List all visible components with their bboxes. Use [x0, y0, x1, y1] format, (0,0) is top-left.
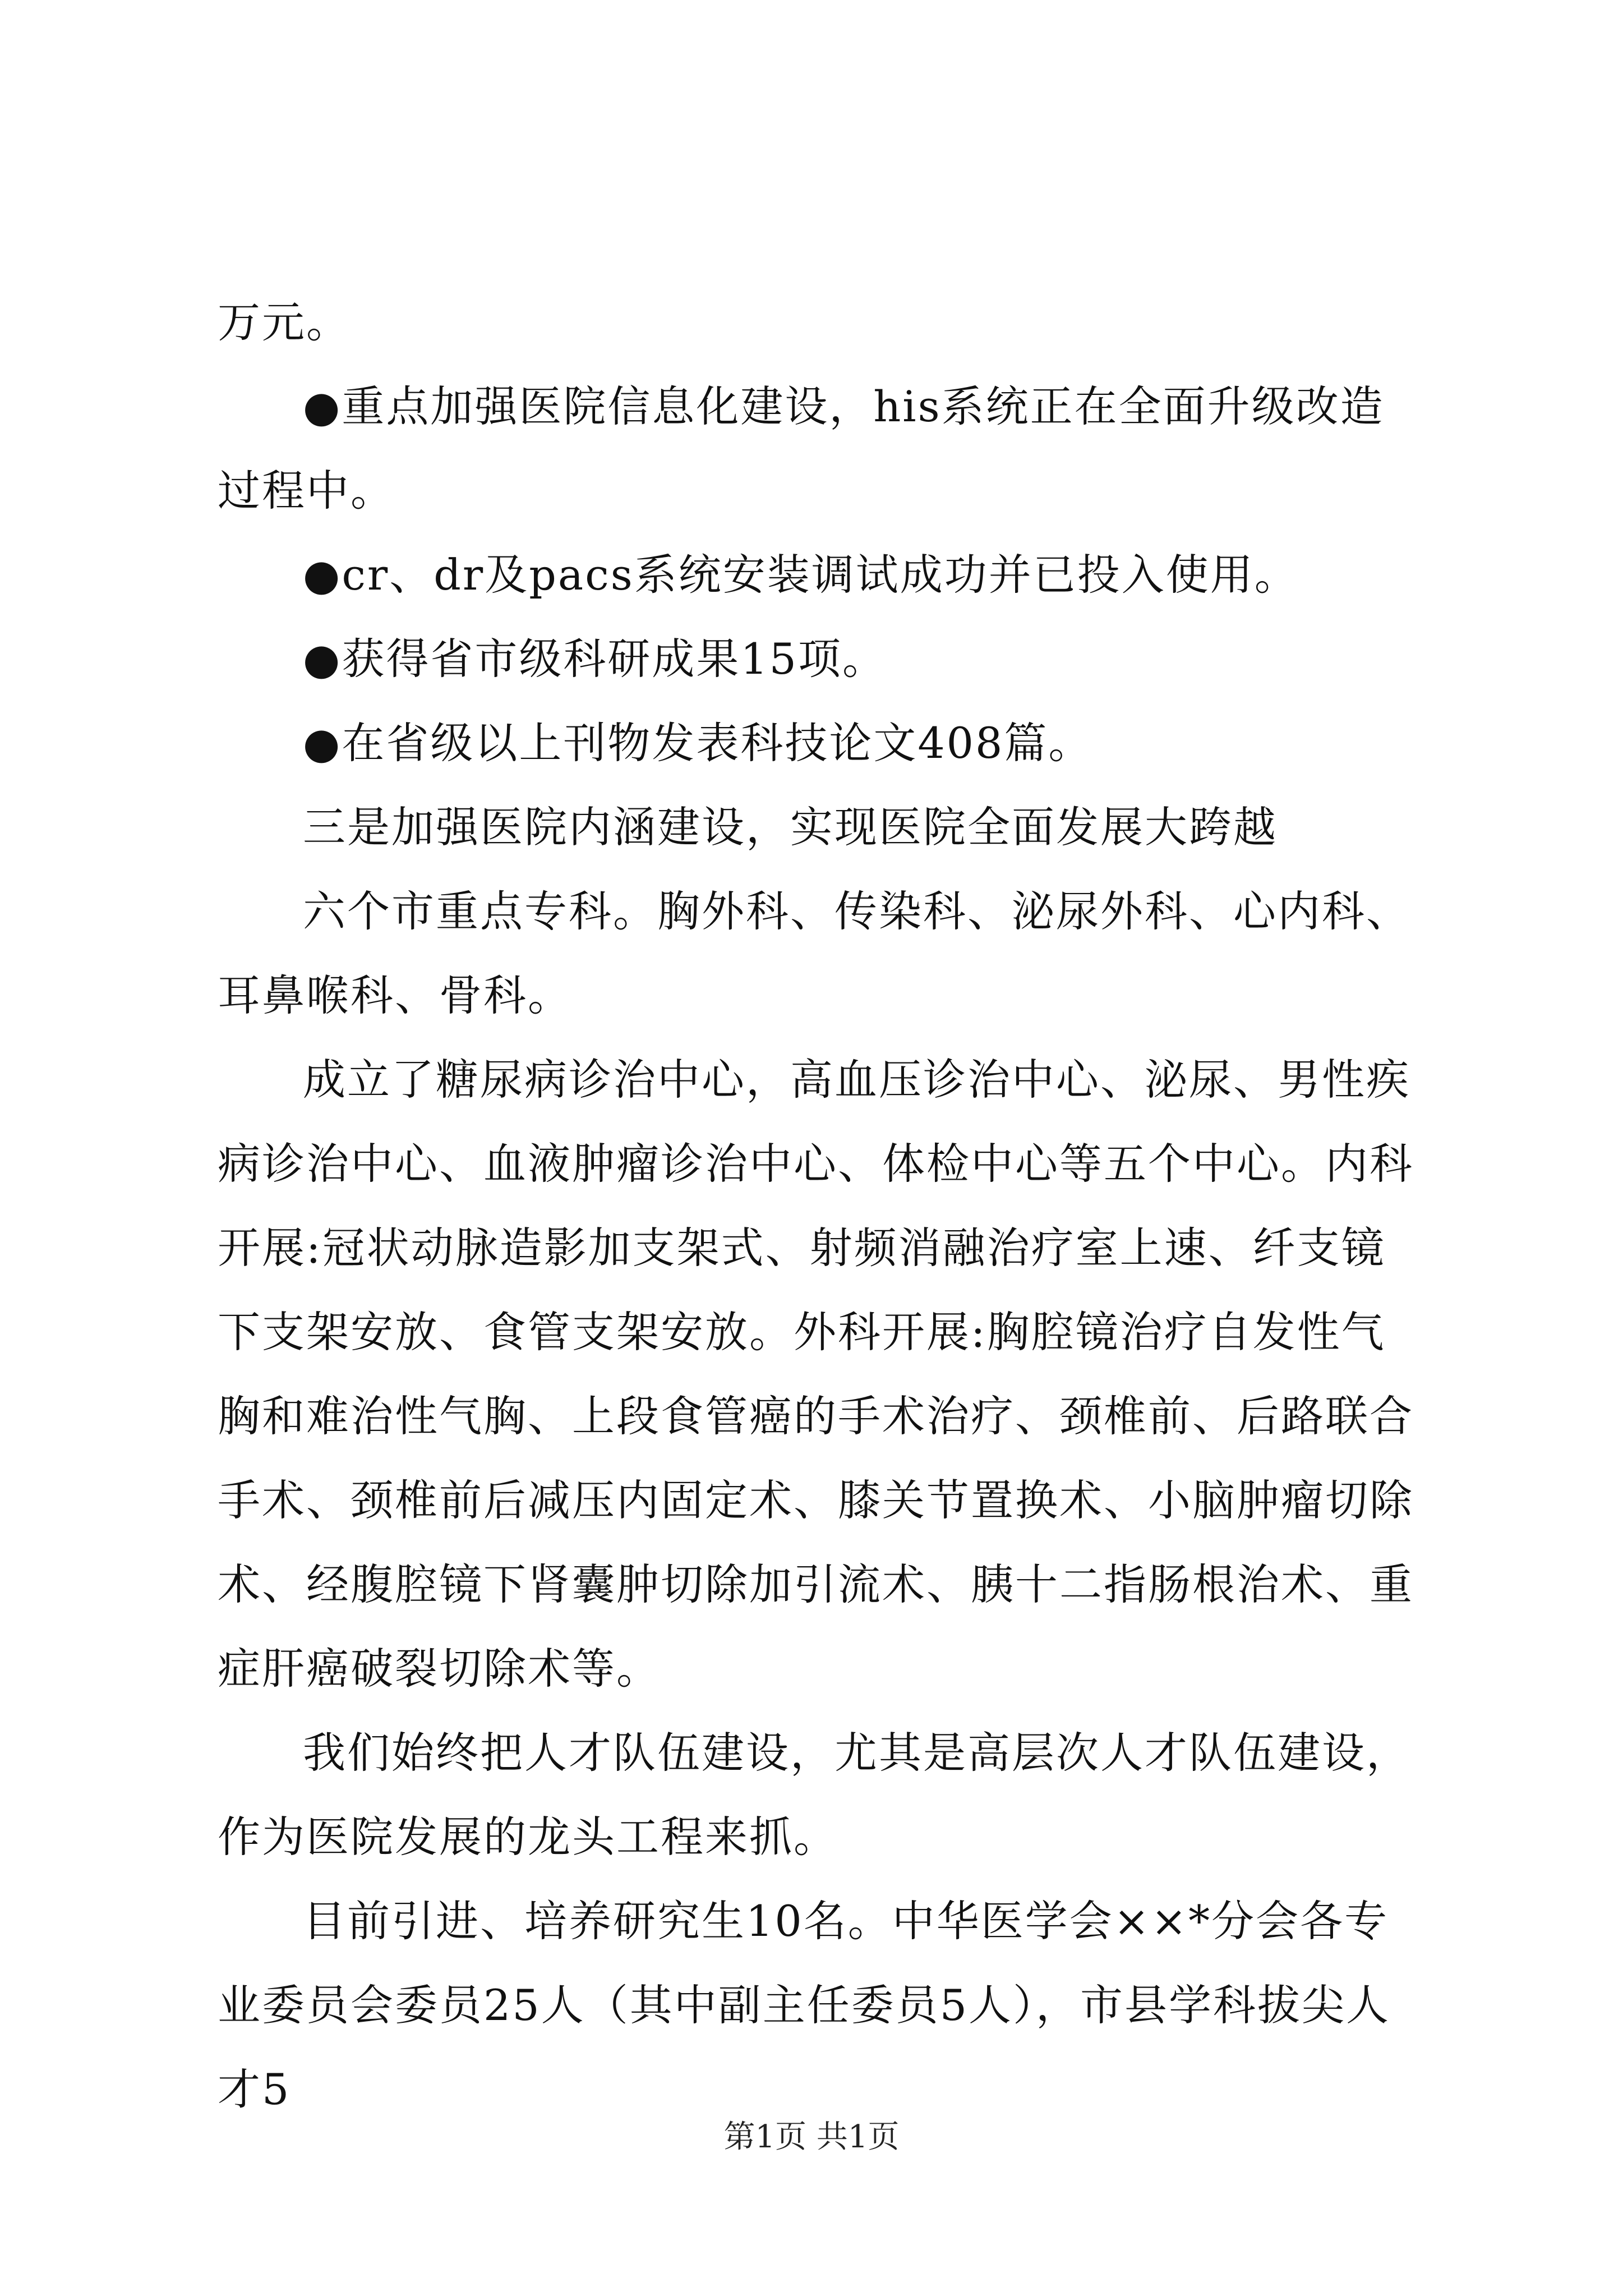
paragraph: ●在省级以上刊物发表科技论文408篇。 [303, 718, 1093, 768]
page-footer [0, 2115, 1623, 2160]
paragraph: ●cr、dr及pacs系统安装调试成功并已投入使用。 [303, 550, 1299, 600]
paragraph: 我们始终把人才队伍建设，尤其是高层次人才队伍建设，作为医院发展的龙头工程来抓。 [218, 1728, 1410, 1862]
paragraph: 目前引进、培养研究生10名。中华医学会××*分会各专业委员会委员25人（其中副主任委员5人），市县学科拔尖人才5 [218, 1896, 1391, 2114]
paragraph: ●获得省市级科研成果15项。 [303, 634, 887, 684]
paragraph: 成立了糖尿病诊治中心，高血压诊治中心、泌尿、男性疾病诊治中心、血液肿瘤诊治中心、体检中心等五个中心。内科开展:冠状动脉造影加支架式、射频消融治疗室上速、纤支镜下支架安放、食管支架安放。外科开展:胸腔镜治疗自发性气胸和难治性气胸、上段食管癌的手术治疗、颈椎前、后路联合手术、颈椎前后减压内固定术、膝关节置换术、小脑肿瘤切除术、经腹腔镜下肾囊肿切除加引流术、胰十二指肠根治术、重症肝癌破裂切除术等。 [218, 1055, 1414, 1694]
section-heading: 三是加强医院内涵建设，实现医院全面发展大跨越 [303, 802, 1278, 852]
paragraph: 六个市重点专科。胸外科、传染科、泌尿外科、心内科、耳鼻喉科、骨科。 [218, 886, 1410, 1020]
page-number-label: 第1页 共1页 [723, 2119, 900, 2155]
document-body [218, 280, 1423, 2132]
paragraph: ●重点加强医院信息化建设，his系统正在全面升级改造过程中。 [218, 381, 1385, 516]
paragraph: 万元。 [218, 297, 351, 347]
